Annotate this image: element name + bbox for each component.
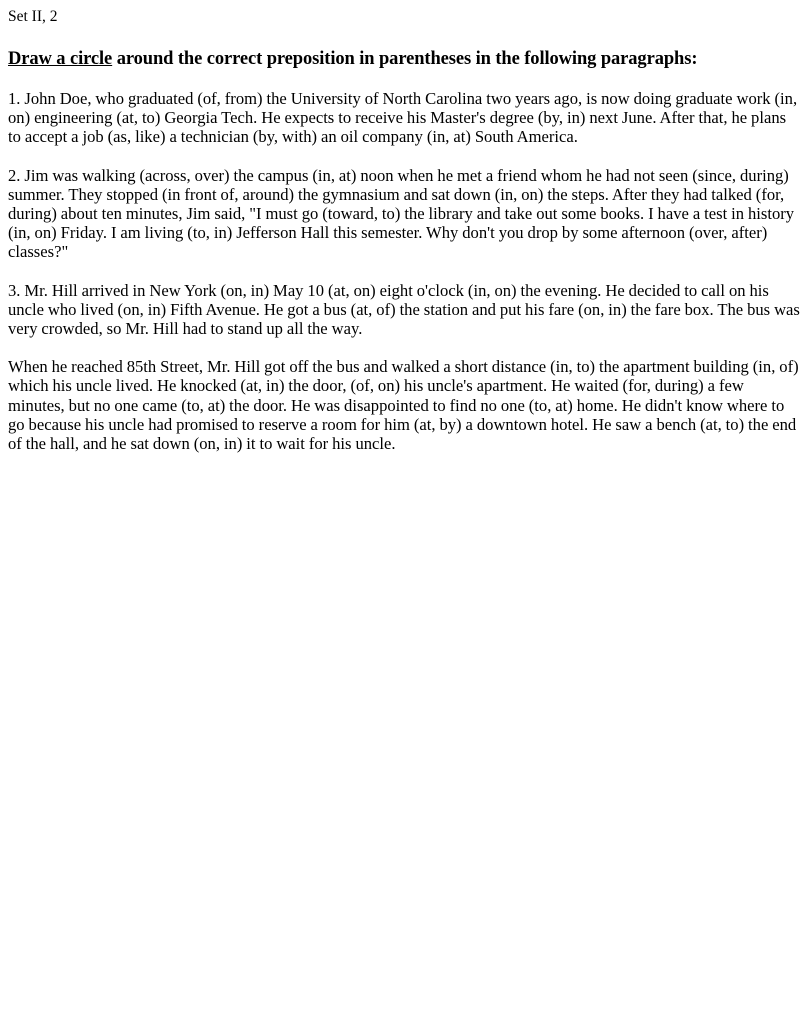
set-label: Set II, 2 — [8, 8, 58, 25]
exercise-paragraph-2: 2. Jim was walking (across, over) the campus (in, at) noon when he met a friend whom he had not seen (since, during) summer. They stopped (in front of, around) the gymnasium and sat down (in, on) the steps. After they had talked (for, during) about ten minutes, Jim said, "I must go (toward, to) the library and take out some books. I have a test in history (in, on) Friday. I am living (to, in) Jefferson Hall this semester. Why don't you drop by some afternoon (over, after) classes?" — [8, 165, 795, 262]
document-page — [0, 0, 800, 461]
exercise-paragraph-1: 1. John Doe, who graduated (of, from) the University of North Carolina two years ago, is now doing graduate work (in, on) engineering (at, to) Georgia Tech. He expects to receive his Master's degree (by, in) next June. After that, he plans to accept a job (as, like) a technician (by, with) an oil company (in, at) South America. — [8, 89, 798, 147]
exercise-paragraph-4: When he reached 85th Street, Mr. Hill got off the bus and walked a short distance (in, to) the apartment building (in, of) which his uncle lived. He knocked (at, in) the door, (of, on) his uncle's apartment. He waited (for, during) a few minutes, but no one came (to, at) the door. He was disappointed to find no one (to, at) home. He didn't know where to go because his uncle had promised to reserve a room for him (at, by) a downtown hotel. He saw a bench (at, to) the end of the hall, and he sat down (on, in) it to wait for his uncle. — [8, 357, 799, 454]
exercise-paragraph-3: 3. Mr. Hill arrived in New York (on, in) May 10 (at, on) eight o'clock (in, on) the evening. He decided to call on his uncle who lived (on, in) Fifth Avenue. He got a bus (at, of) the station and put his fare (on, in) the fare box. The bus was very crowded, so Mr. Hill had to stand up all the way. — [8, 280, 800, 339]
instruction-rest-text: around the correct preposition in parentheses in the following paragraphs: — [112, 49, 698, 69]
instruction-heading — [8, 48, 800, 70]
instruction-underlined-text: Draw a circle — [8, 49, 113, 69]
